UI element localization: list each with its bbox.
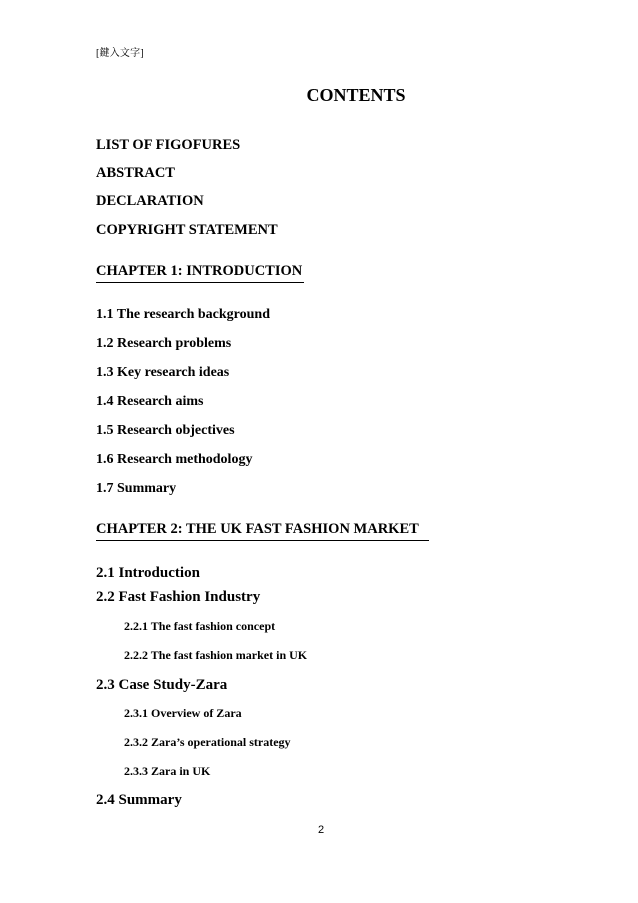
toc-section-1-1[interactable]: 1.1 The research background <box>96 307 270 322</box>
contents-title: CONTENTS <box>306 85 406 105</box>
toc-entry-declaration[interactable]: DECLARATION <box>96 193 204 209</box>
toc-section-2-1[interactable]: 2.1 Introduction <box>96 565 200 581</box>
toc-entry-copyright-statement[interactable]: COPYRIGHT STATEMENT <box>96 222 278 238</box>
toc-subsection-2-2-2[interactable]: 2.2.2 The fast fashion market in UK <box>124 648 308 662</box>
page-number: 2 <box>317 824 325 836</box>
toc-subsection-2-3-2[interactable]: 2.3.2 Zara’s operational strategy <box>124 735 291 749</box>
toc-section-1-4[interactable]: 1.4 Research aims <box>96 394 204 409</box>
toc-section-1-2[interactable]: 1.2 Research problems <box>96 336 232 351</box>
toc-entry-list-of-figures[interactable]: LIST OF FIGOFURES <box>96 137 241 153</box>
toc-section-2-2[interactable]: 2.2 Fast Fashion Industry <box>96 589 261 605</box>
toc-section-1-7[interactable]: 1.7 Summary <box>96 481 177 496</box>
toc-chapter-1-heading[interactable]: CHAPTER 1: INTRODUCTION <box>96 263 304 283</box>
toc-section-1-6[interactable]: 1.6 Research methodology <box>96 452 253 467</box>
toc-subsection-2-3-3[interactable]: 2.3.3 Zara in UK <box>124 764 211 778</box>
toc-subsection-2-3-1[interactable]: 2.3.1 Overview of Zara <box>124 706 242 720</box>
toc-section-1-3[interactable]: 1.3 Key research ideas <box>96 365 230 380</box>
toc-chapter-2-heading[interactable]: CHAPTER 2: THE UK FAST FASHION MARKET <box>96 521 429 541</box>
toc-section-1-5[interactable]: 1.5 Research objectives <box>96 423 235 438</box>
toc-subsection-2-2-1[interactable]: 2.2.1 The fast fashion concept <box>124 619 276 633</box>
toc-entry-abstract[interactable]: ABSTRACT <box>96 165 175 181</box>
toc-section-2-3[interactable]: 2.3 Case Study-Zara <box>96 677 228 693</box>
toc-section-2-4[interactable]: 2.4 Summary <box>96 792 182 808</box>
page-header: [鍵入文字] <box>96 48 144 59</box>
